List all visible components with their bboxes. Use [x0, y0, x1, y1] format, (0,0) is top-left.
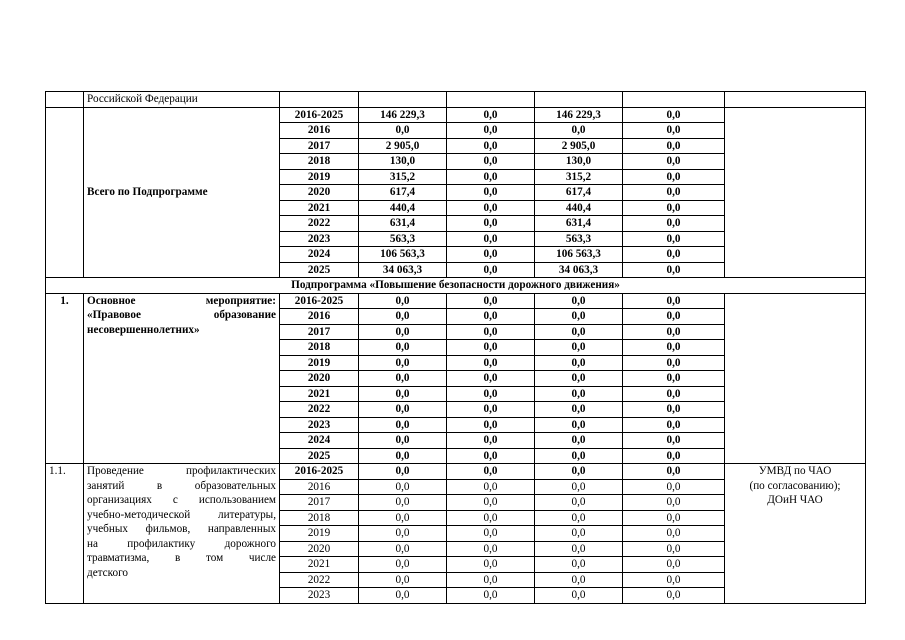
value-cell: 0,0	[447, 123, 535, 139]
year-cell: 2022	[280, 572, 359, 588]
value-cell: 0,0	[447, 200, 535, 216]
year-cell: 2024	[280, 433, 359, 449]
value-cell: 0,0	[623, 262, 725, 278]
value-cell: 563,3	[359, 231, 447, 247]
value-cell: 0,0	[535, 433, 623, 449]
value-cell: 0,0	[447, 464, 535, 480]
value-cell: 2 905,0	[359, 138, 447, 154]
value-cell: 0,0	[447, 588, 535, 604]
value-cell: 0,0	[623, 479, 725, 495]
value-cell: 0,0	[623, 340, 725, 356]
value-cell: 0,0	[535, 541, 623, 557]
value-cell: 617,4	[359, 185, 447, 201]
year-cell: 2022	[280, 216, 359, 232]
year-cell: 2018	[280, 340, 359, 356]
value-cell: 0,0	[359, 557, 447, 573]
value-cell: 146 229,3	[535, 107, 623, 123]
value-cell: 0,0	[447, 433, 535, 449]
value-cell: 0,0	[535, 448, 623, 464]
value-cell: 0,0	[535, 510, 623, 526]
year-cell: 2017	[280, 324, 359, 340]
value-cell: 0,0	[623, 324, 725, 340]
value-cell: 0,0	[623, 588, 725, 604]
year-cell: 2025	[280, 262, 359, 278]
value-cell: 0,0	[447, 572, 535, 588]
value-cell: 0,0	[623, 309, 725, 325]
item-number: 1.	[46, 293, 84, 464]
value-cell: 0,0	[447, 371, 535, 387]
value-cell: 0,0	[623, 433, 725, 449]
value-cell: 0,0	[623, 123, 725, 139]
value-cell: 0,0	[447, 262, 535, 278]
year-cell: 2018	[280, 510, 359, 526]
value-cell: 0,0	[535, 557, 623, 573]
value-cell: 0,0	[447, 247, 535, 263]
value-cell: 0,0	[447, 340, 535, 356]
value-cell: 0,0	[535, 572, 623, 588]
value-cell: 0,0	[359, 526, 447, 542]
year-cell: 2016-2025	[280, 464, 359, 480]
value-cell: 0,0	[359, 417, 447, 433]
value-cell: 2 905,0	[535, 138, 623, 154]
value-cell: 0,0	[447, 479, 535, 495]
value-cell: 0,0	[447, 386, 535, 402]
item-description	[84, 107, 280, 278]
value-cell: 0,0	[535, 464, 623, 480]
value-cell: 0,0	[535, 371, 623, 387]
value-cell: 146 229,3	[359, 107, 447, 123]
responsible-cell	[725, 293, 866, 464]
value-cell: 0,0	[359, 464, 447, 480]
value-cell: 0,0	[447, 541, 535, 557]
table-row	[46, 107, 866, 123]
value-cell: 0,0	[359, 386, 447, 402]
value-cell: 0,0	[447, 138, 535, 154]
responsible-line: УМВД по ЧАО	[758, 465, 832, 477]
year-cell: 2025	[280, 448, 359, 464]
value-cell: 0,0	[623, 557, 725, 573]
value-cell: 0,0	[447, 510, 535, 526]
value-cell: 0,0	[623, 510, 725, 526]
year-cell: 2020	[280, 541, 359, 557]
table-row	[46, 92, 866, 108]
value-cell: 0,0	[535, 479, 623, 495]
value-cell: 0,0	[447, 355, 535, 371]
year-cell: 2020	[280, 371, 359, 387]
item-description-line: учебных фильмов, направленных	[87, 523, 276, 535]
value-cell: 563,3	[535, 231, 623, 247]
item-description-line: занятий в образовательных	[87, 479, 276, 492]
year-cell: 2016	[280, 123, 359, 139]
value-cell: 0,0	[359, 371, 447, 387]
value-cell: 0,0	[623, 216, 725, 232]
value-cell: 0,0	[623, 495, 725, 511]
year-cell: 2023	[280, 417, 359, 433]
value-cell: 0,0	[535, 402, 623, 418]
value-cell: 315,2	[535, 169, 623, 185]
value-cell: 130,0	[359, 154, 447, 170]
item-label: Всего по Подпрограмме	[87, 186, 208, 198]
value-cell: 0,0	[359, 309, 447, 325]
year-cell: 2023	[280, 231, 359, 247]
item-number	[46, 107, 84, 278]
value-cell: 0,0	[447, 107, 535, 123]
value-cell: 0,0	[359, 588, 447, 604]
value-cell: 0,0	[359, 510, 447, 526]
value-cell: 0,0	[359, 572, 447, 588]
budget-table	[45, 91, 866, 604]
value-cell: 0,0	[359, 402, 447, 418]
value-cell: 106 563,3	[359, 247, 447, 263]
year-cell: 2019	[280, 169, 359, 185]
responsible-line: (по согласованию);	[749, 479, 841, 492]
value-cell: 0,0	[623, 355, 725, 371]
value-cell: 0,0	[359, 448, 447, 464]
value-cell: 631,4	[535, 216, 623, 232]
value-cell: 0,0	[535, 309, 623, 325]
item-description-line: учебно-методической литературы,	[87, 508, 276, 521]
value-cell: 34 063,3	[359, 262, 447, 278]
value-cell: 0,0	[447, 309, 535, 325]
value-cell: 0,0	[623, 417, 725, 433]
value-cell: 0,0	[359, 340, 447, 356]
value-cell: 440,4	[535, 200, 623, 216]
value-cell: 0,0	[535, 123, 623, 139]
value-cell: 0,0	[447, 526, 535, 542]
value-cell: 0,0	[359, 355, 447, 371]
value-cell: 0,0	[623, 169, 725, 185]
value-cell: 0,0	[359, 541, 447, 557]
item-number: 1.1.	[46, 464, 84, 604]
value-cell: 0,0	[535, 293, 623, 309]
value-cell: 0,0	[447, 154, 535, 170]
responsible-cell	[725, 107, 866, 278]
value-cell: 0,0	[535, 495, 623, 511]
year-cell: 2016	[280, 309, 359, 325]
year-cell: 2018	[280, 154, 359, 170]
value-cell: 0,0	[623, 200, 725, 216]
item-description-line: Проведение профилактических	[87, 465, 276, 477]
value-cell: 0,0	[623, 526, 725, 542]
table-body	[46, 92, 866, 604]
item-description-line: детского	[87, 566, 129, 579]
value-cell: 0,0	[623, 402, 725, 418]
table-row	[46, 293, 866, 309]
value-cell: 0,0	[535, 526, 623, 542]
value-cell: 0,0	[359, 293, 447, 309]
value-cell: 0,0	[623, 541, 725, 557]
value-cell: 0,0	[359, 495, 447, 511]
year-cell: 2021	[280, 557, 359, 573]
item-description-line: травматизма, в том числе	[87, 552, 276, 564]
value-cell: 34 063,3	[535, 262, 623, 278]
value-cell: 0,0	[623, 231, 725, 247]
year-cell: 2019	[280, 526, 359, 542]
item-description	[84, 293, 280, 464]
year-cell: 2020	[280, 185, 359, 201]
value-cell: 617,4	[535, 185, 623, 201]
value-cell: 0,0	[447, 417, 535, 433]
item-description-line: на профилактику дорожного	[87, 537, 276, 550]
item-description-line: организациях с использованием	[87, 494, 276, 506]
item-description-line: «Правовое образование	[87, 309, 276, 321]
year-cell: 2016-2025	[280, 107, 359, 123]
value-cell: 0,0	[623, 572, 725, 588]
value-cell: 130,0	[535, 154, 623, 170]
item-description-line: Основное мероприятие:	[87, 294, 276, 307]
year-cell: 2023	[280, 588, 359, 604]
value-cell: 106 563,3	[535, 247, 623, 263]
year-cell: 2021	[280, 386, 359, 402]
value-cell: 0,0	[535, 324, 623, 340]
item-description	[84, 464, 280, 604]
subprogram-header-row	[46, 278, 866, 294]
value-cell: 0,0	[535, 417, 623, 433]
value-cell: 0,0	[623, 371, 725, 387]
value-cell: 0,0	[623, 448, 725, 464]
year-cell: 2024	[280, 247, 359, 263]
value-cell: 0,0	[535, 355, 623, 371]
value-cell: 0,0	[623, 154, 725, 170]
value-cell: 0,0	[359, 433, 447, 449]
value-cell: 631,4	[359, 216, 447, 232]
value-cell: 0,0	[447, 216, 535, 232]
value-cell: 440,4	[359, 200, 447, 216]
value-cell: 0,0	[623, 464, 725, 480]
value-cell: 0,0	[359, 123, 447, 139]
table-row	[46, 464, 866, 480]
value-cell: 0,0	[535, 340, 623, 356]
year-cell: 2016-2025	[280, 293, 359, 309]
value-cell: 0,0	[359, 324, 447, 340]
year-cell: 2016	[280, 479, 359, 495]
value-cell: 0,0	[535, 386, 623, 402]
value-cell: 0,0	[623, 107, 725, 123]
year-cell: 2021	[280, 200, 359, 216]
value-cell: 0,0	[623, 247, 725, 263]
year-cell: 2017	[280, 495, 359, 511]
value-cell: 0,0	[447, 495, 535, 511]
year-cell: 2019	[280, 355, 359, 371]
responsible-line: ДОиН ЧАО	[767, 494, 823, 506]
value-cell: 0,0	[623, 185, 725, 201]
value-cell: 0,0	[447, 185, 535, 201]
year-cell: 2017	[280, 138, 359, 154]
value-cell: 0,0	[447, 557, 535, 573]
value-cell: 0,0	[623, 293, 725, 309]
row-number	[46, 92, 84, 108]
value-cell: 0,0	[447, 169, 535, 185]
value-cell: 0,0	[623, 138, 725, 154]
value-cell: 0,0	[447, 402, 535, 418]
value-cell: 0,0	[447, 293, 535, 309]
value-cell: 0,0	[623, 386, 725, 402]
row-description: Российской Федерации	[84, 92, 280, 108]
value-cell: 0,0	[447, 231, 535, 247]
value-cell: 315,2	[359, 169, 447, 185]
subprogram-title: Подпрограмма «Повышение безопасности дорожного движения»	[46, 278, 866, 294]
responsible-cell	[725, 464, 866, 604]
value-cell: 0,0	[447, 324, 535, 340]
item-description-line: несовершеннолетних»	[87, 323, 200, 336]
value-cell: 0,0	[447, 448, 535, 464]
year-cell: 2022	[280, 402, 359, 418]
value-cell: 0,0	[359, 479, 447, 495]
value-cell: 0,0	[535, 588, 623, 604]
